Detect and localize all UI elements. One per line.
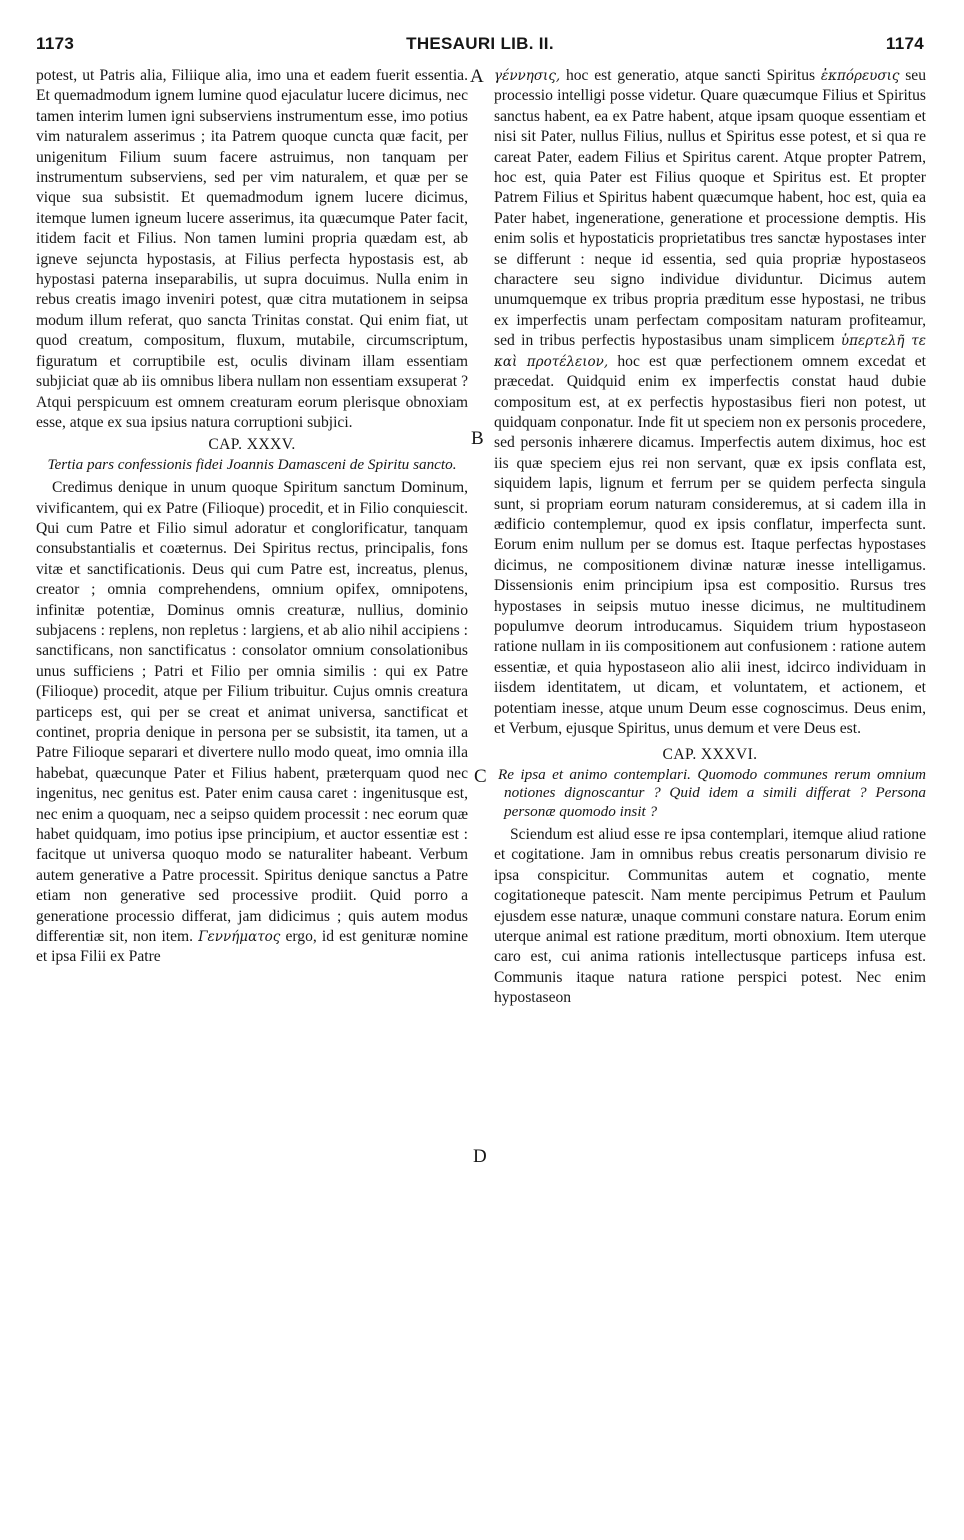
- page-number-right: 1174: [885, 34, 924, 53]
- greek-term-ekporeusis: ἐκπόρευσις: [820, 68, 900, 84]
- chapter-heading-xxxv: CAP. XXXV.: [208, 436, 296, 454]
- chapter-subtitle-xxxvi: Re ipsa et animo contemplari. Quomodo communes rerum omnium notiones dignoscantur ? Quid idem a simili differat ? Persona personæ quomodo insit ?: [498, 765, 926, 820]
- margin-letter-c: C: [474, 766, 487, 787]
- margin-letter-b: B: [471, 428, 484, 449]
- chapter-subtitle-xxxv: Tertia pars confessionis fidei Joannis Damasceni de Spiritu sancto.: [47, 455, 457, 473]
- greek-term-hypertele: ὑπερτελῆ τε καὶ προτέλειον,: [494, 333, 927, 370]
- right-column: [494, 66, 926, 1009]
- left-paragraph-2-end: ergo, id est genituræ nomine et ipsa Filii ex Patre: [36, 928, 468, 966]
- page-number-left: 1173: [36, 34, 75, 53]
- right-paragraph-1-c: hoc est quæ perfectionem omnem excedat et præcedat. Quidquid enim ex imperfectis constat haud dubie compositum est, at ex perfectis hypostasibus fieri non potest, ut quidquam conponatur. Inde fit ut speciem non ex personis procedere, sed personis inhærere dicamus. Imperfectis autem diximus, hoc est iis quæ speciem ejus rei non servant, quæ ex ipsis conflata est, siquidem lapis, lignum et ferrum per se quidem perfecta singula sunt, si propriam eorum naturam consideremus, at si cadem illa in ædificio contemplemur, quod ex ipsis conflatur, imperfecta sunt. Eorum enim nullum per se domus est. Itaque perfectas hypostases dicimus, ne compositionem divinæ naturæ inesse intelligamus. Dissensionis enim principium ipsa est compositio. Rursus tres hypostases in seipsis mutuo inesse dicimus, ne multitudinem populumve deorum introducamus. Siquidem trium hypostaseon ratione nullam in iis compositionem aut confusionem : ratione autem essentiæ, et quia hypostaseon alio alii inest, idcirco individuam in iisdem identitatem, ut dicam, et voluntatem, et actionem, et potentiam inesse, atque unum Deum esse cognoscimus. Deus enim, et Verbum, ejusque Spiritus, unus demum et vere Deus est.: [494, 352, 926, 737]
- page-header: [36, 34, 924, 58]
- chapter-heading-xxxvi: CAP. XXXVI.: [662, 746, 758, 764]
- left-paragraph-2: [36, 478, 468, 968]
- right-paragraph-2: Sciendum est aliud esse re ipsa contemplari, itemque aliud ratione et cogitatione. Jam in omnibus rebus creatis personarum divisio re ipsa conspicitur. Communitas autem et cognatio, mente cogitationeque patescit. Nam mente percipimus Petrum et Paulum ejusdem esse naturæ, unaque communi constare natura. Eorum enim uterque animal est ratione præditum, morti obnoxium. Item uterque caro est, cui anima rationis intellectusque particeps infusa est. Communis itaque natura ratione perspici potest. Nec enim hypostaseon: [494, 826, 926, 1007]
- margin-letter-a: A: [470, 66, 484, 87]
- left-paragraph-1: potest, ut Patris alia, Filiique alia, imo una et eadem fuerit essentia. Et quemadmodum ignem lumine quod ejaculatur lucere dicimus, nec tamen interim lumen igni subserviens instrumentum esse, imo potius vim naturalem asserimus ; ita Patrem quoque cuncta quæ facit, per unigenitum Filium suum facere astruimus, non tanquam per instrumentum subserviens, sed per vim naturalem, et quæ per se vique sua subsistit. Et quemadmodum ignem lucere dicimus, itemque lumen igneum lucere asserimus, ita quæcumque Pater facit, itidem facit et Filius. Non tamen lumini propria quædam est, ab igneve sejuncta hypostasis, at Filius perfecta hypostasis est, ab hypostasi paterna inseparabilis, ut supra docuimus. Nulla enim in rebus creatis imago inveniri potest, quæ citra mutationem in seipsa modum illum referat, quo sancta Trinitas constat. Qui enim fiat, ut quod creatum, compositum, fluxum, mutabile, circumscriptum, figuratum et corruptibile est, oculis divinam illam essentiam subjiciat quæ ab iis omnibus libera nullam non essentiam exsuperat ? Atqui perspicuum est omnem creaturam eorum plerisque obnoxiam esse, atque ex sua ipsius natura corruptioni subjici.: [36, 67, 468, 431]
- greek-term-gennematos: Γεννήματος: [198, 929, 281, 946]
- right-paragraph-1-a: hoc est generatio, atque sancti Spiritus: [565, 67, 816, 84]
- right-paragraph-1: [494, 66, 926, 739]
- left-column: [36, 66, 468, 968]
- running-title: THESAURI LIB. II.: [406, 34, 554, 53]
- right-paragraph-1-b: seu processio intelligi posse videtur. Quare quæcumque Filius et Spiritus sanctus habent, ea ex Patre habent, atque ipsam quoque essentiam et nisi sit Pater, nullus Filius, nullus et Spiritus esse potest, et si qua re careat Pater, eadem Filius et Spiritus carent. Atque propter Patrem, hoc est, quia Pater est Filius quoque et Spiritus est. Et propter Patrem Filius et Spiritus habent quæcumque habent, hoc est, quia ea Pater habet, ingeneratione, generatione et processione demptis. His enim solis et hypostaticis proprietatibus tres sanctæ hypostases inter se differunt : neque id essentia, sed quia propriæ hypostaseos charactere seu signo individue dividuntur. Dicimus autem unumquemque ex tribus propria præditum esse hypostasi, ne tribus ex imperfectis unam perfectam compositam naturam profiteamur, sed in tribus perfectis hypostasibus unam simplicem: [494, 67, 927, 350]
- greek-term-gennesis: γέννησις,: [494, 68, 561, 84]
- left-paragraph-2-main: Credimus denique in unum quoque Spiritum sanctum Dominum, vivificantem, qui ex Patre (Filioque) procedit, et in Filio conquiescit. Qui cum Patre et Filio simul adoratur et conglorificatur, tanquam consubstantialis et coæternus. Dei Spiritus rectus, principalis, fons vitæ et sanctificationis. Deus qui cum Patre est, increatus, plenus, creator ; omnia comprehendens, omnium opifex, omnipotens, infinitæ potentiæ, Dominus omnis creaturæ, nullius, dominio subjacens : replens, non repletus : largiens, et ab alio nihil accipiens : sanctificans, non sanctificatus : consolator omnium consolationibus unus sufficiens ; Patri et Filio per omnia similis : qui ex Patre (Filioque) procedit, atque per Filium tribuitur. Cujus omnis creatura particeps est, qui per se creat et animat universa, sanctificat et continet, propria denique in persona per se subsistit, ita tamen, ut a Patre Filioque separari et divertere nullo modo queat, imo omnia illa habebat, quæcunque Pater et Filius habent, præterquam quod nec ingenitus, nec genitus est. Pater enim causa caret : ingenitusque est, nec enim a quoquam, nec a seipso quidem processit : nec eorum quæ habet quidquam, imo potius ipse principium, et auctor essentiæ est : facitque ut universa quoquo modo se naturaliter habeant. Verbum autem generative a Patre processit. Spiritus denique sanctus a Patre etiam non generative sed processive prodiit. Quid porro a generatione processio differat, jam didicimus ; quis autem modus differentiæ sit, non item.: [36, 479, 468, 946]
- margin-letter-d: D: [473, 1146, 487, 1167]
